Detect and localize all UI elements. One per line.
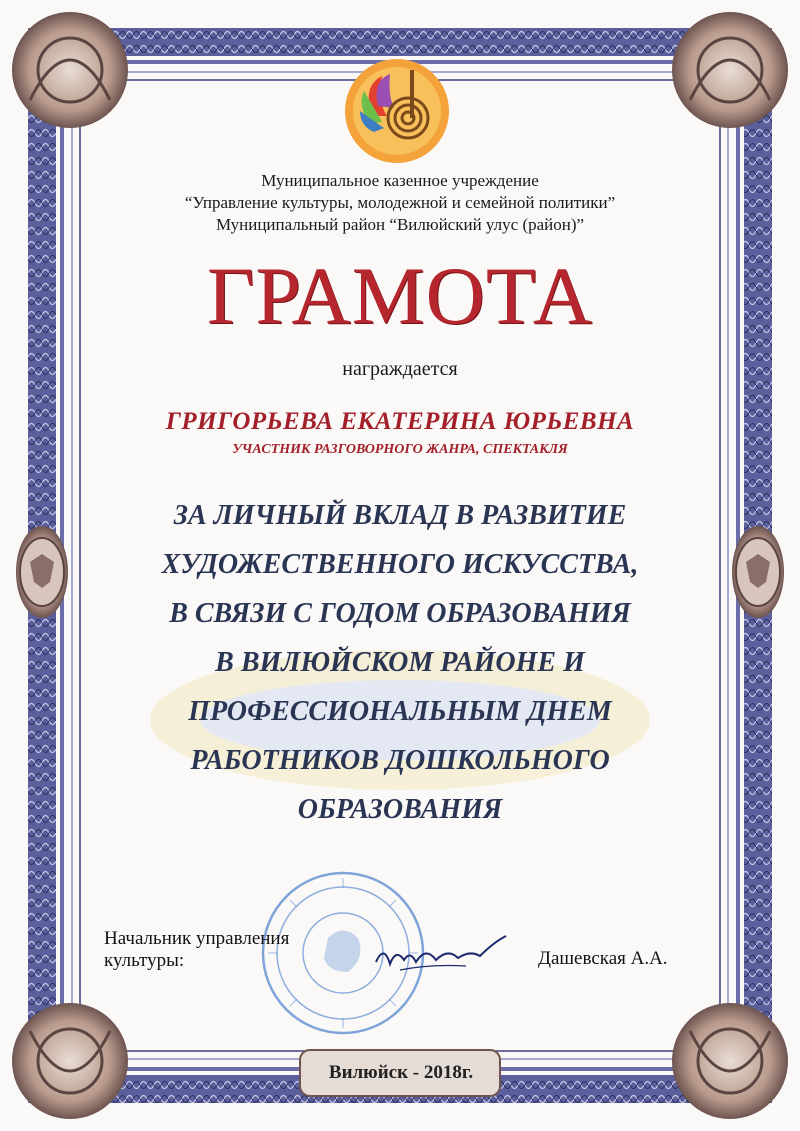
signatory-position-cont: культуры: <box>104 950 185 971</box>
reason-line: ХУДОЖЕСТВЕННОГО ИСКУССТВА, <box>161 549 639 580</box>
reason-line: В ВИЛЮЙСКОМ РАЙОНЕ И <box>215 647 585 678</box>
reason-line: ОБРАЗОВАНИЯ <box>297 794 503 825</box>
handwritten-signature <box>370 930 510 980</box>
reason-line: ЗА ЛИЧНЫЙ ВКЛАД В РАЗВИТИЕ <box>173 500 627 531</box>
certificate-title: ГРАМОТА <box>206 250 594 341</box>
organization-district: Муниципальный район “Вилюйский улус (район)” <box>215 215 585 234</box>
reason-line: ПРОФЕССИОНАЛЬНЫМ ДНЕМ <box>188 696 612 727</box>
reason-line: РАБОТНИКОВ ДОШКОЛЬНОГО <box>190 745 610 776</box>
awarded-label: награждается <box>342 358 458 380</box>
signatory-position: Начальник управления <box>104 928 290 949</box>
organization-name: “Управление культуры, молодежной и семейной политики” <box>184 193 616 212</box>
signatory-name: Дашевская А.А. <box>538 948 668 969</box>
place-and-year: Вилюйск - 2018г. <box>328 1062 474 1083</box>
recipient-role: УЧАСТНИК РАЗГОВОРНОГО ЖАНРА, СПЕКТАКЛЯ <box>232 442 568 457</box>
organization-logo <box>342 56 452 166</box>
recipient-name: ГРИГОРЬЕВА ЕКАТЕРИНА ЮРЬЕВНА <box>165 408 635 435</box>
reason-line: В СВЯЗИ С ГОДОМ ОБРАЗОВАНИЯ <box>169 598 631 629</box>
organization-type: Муниципальное казенное учреждение <box>261 171 539 190</box>
